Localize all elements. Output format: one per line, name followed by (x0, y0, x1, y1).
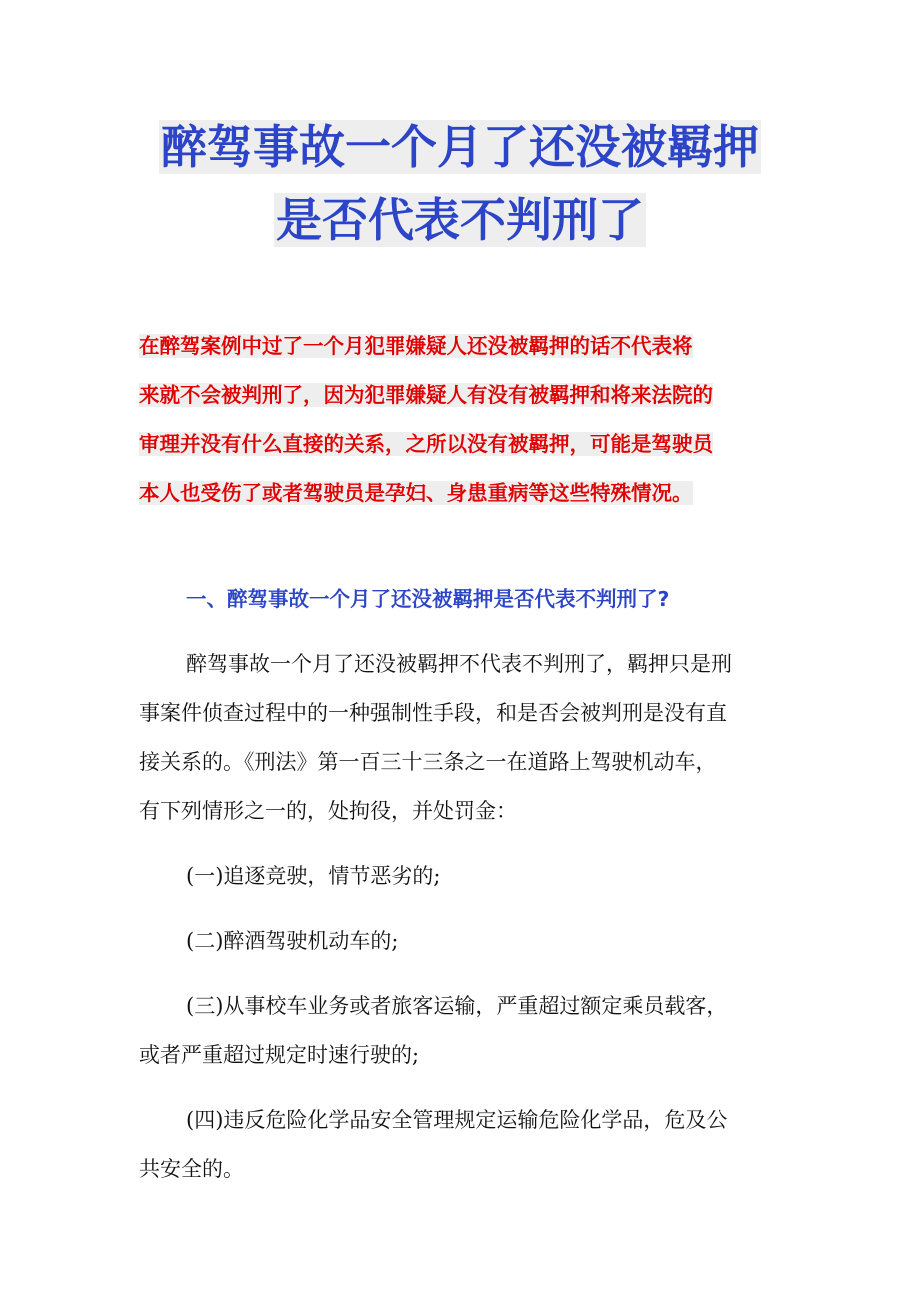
list-item-3-line-2: 或者严重超过规定时速行驶的; (139, 1043, 420, 1067)
summary-line-3: 审理并没有什么直接的关系，之所以没有被羁押，可能是驾驶员 (139, 432, 713, 456)
list-item-2: (二)醉酒驾驶机动车的; (186, 929, 399, 953)
summary-line-1: 在醉驾案例中过了一个月犯罪嫌疑人还没被羁押的话不代表将 (139, 334, 693, 358)
list-item-1: (一)追逐竞驶，情节恶劣的; (186, 864, 441, 888)
document-title-line-2: 是否代表不判刑了 (276, 193, 644, 247)
list-item-4-line-2: 共安全的。 (139, 1157, 244, 1181)
paragraph-line-3: 接关系的。《刑法》第一百三十三条之一在道路上驾驶机动车， (139, 750, 717, 774)
summary-line-4: 本人也受伤了或者驾驶员是孕妇、身患重病等这些特殊情况。 (139, 481, 693, 505)
paragraph-line-4: 有下列情形之一的，处拘役，并处罚金： (139, 799, 517, 823)
document-title-line-1: 醉驾事故一个月了还没被羁押 (161, 120, 759, 174)
paragraph-line-2: 事案件侦查过程中的一种强制性手段，和是否会被判刑是没有直 (139, 701, 727, 725)
list-item-3-line-1: (三)从事校车业务或者旅客运输，严重超过额定乘员载客， (186, 994, 728, 1018)
list-item-4-line-1: (四)违反危险化学品安全管理规定运输危险化学品，危及公 (186, 1108, 728, 1132)
section-heading: 一、醉驾事故一个月了还没被羁押是否代表不判刑了? (186, 587, 670, 611)
summary-line-2: 来就不会被判刑了，因为犯罪嫌疑人有没有被羁押和将来法院的 (139, 383, 713, 407)
paragraph-line-1: 醉驾事故一个月了还没被羁押不代表不判刑了，羁押只是刑 (186, 652, 732, 676)
